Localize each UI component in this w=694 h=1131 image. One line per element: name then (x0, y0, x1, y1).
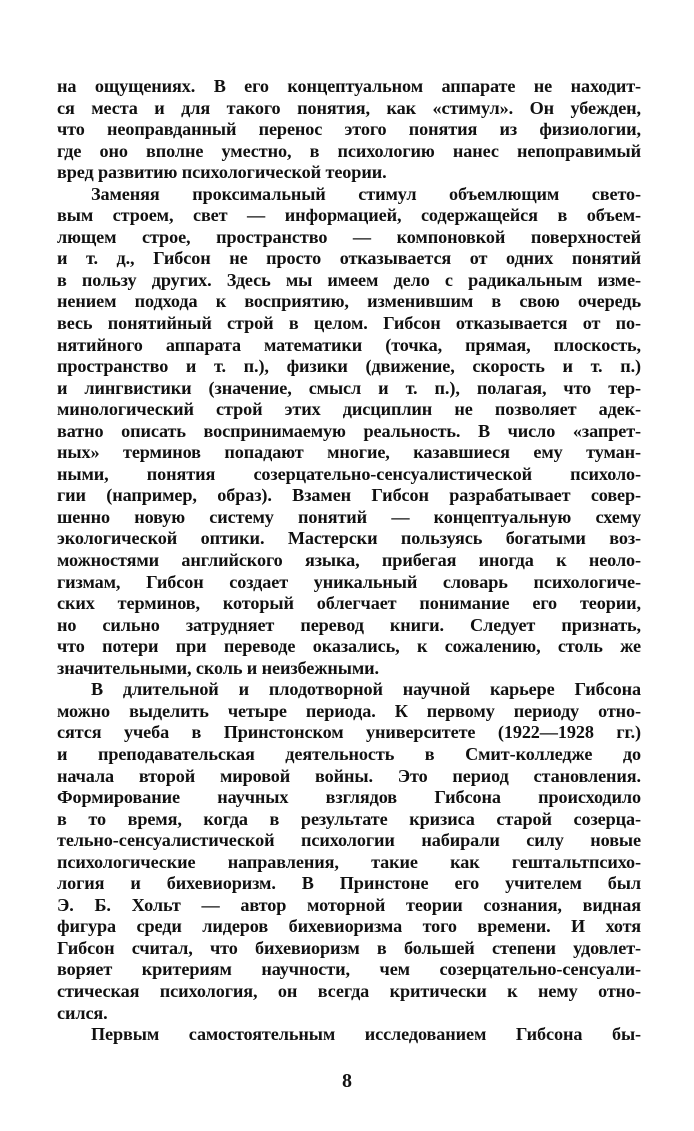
text-line: на ощущениях. В его концептуальном аппарате не находит- (57, 76, 641, 96)
page-body (57, 76, 641, 1046)
paragraph (57, 184, 641, 680)
text-line: сился. (57, 1002, 108, 1023)
paragraph (57, 679, 641, 1024)
text-line: можностями английского языка, прибегая иногда к неоло- (57, 550, 641, 571)
text-line: и т. д., Гибсон не просто отказывается от одних понятий (57, 248, 641, 269)
text-line: ся места и для такого понятия, как «стимул». Он убежден, (57, 97, 641, 118)
text-line: ными, понятия созерцательно-сенсуалистической психоло- (57, 463, 641, 484)
text-line: гии (например, образ). Взамен Гибсон разрабатывает совер- (57, 485, 641, 506)
text-line: ных» терминов попадают многие, казавшиеся ему туман- (57, 442, 641, 463)
text-line: что потери при переводе оказались, к сожалению, столь же (57, 636, 641, 657)
text-line: воряет критериям научности, чем созерцательно-сенсуали- (57, 959, 641, 980)
text-line: вым строем, свет — информацией, содержащейся в объем- (57, 205, 641, 226)
text-line: ских терминов, который облегчает понимание его теории, (57, 593, 641, 614)
text-line: Гибсон считал, что бихевиоризм в большей степени удовлет- (57, 937, 641, 958)
text-line: стическая психология, он всегда критически к нему отно- (57, 980, 641, 1001)
text-line: что неоправданный перенос этого понятия из физиологии, (57, 119, 641, 140)
text-line: шенно новую систему понятий — концептуальную схему (57, 506, 641, 527)
text-line: весь понятийный строй в целом. Гибсон отказывается от по- (57, 313, 641, 334)
text-line: В длительной и плодотворной научной карьере Гибсона (91, 679, 641, 700)
page-number: 8 (342, 1070, 352, 1092)
text-line: значительными, сколь и неизбежными. (57, 657, 379, 678)
text-line: психологические направления, такие как гештальтпсихо- (57, 851, 641, 872)
text-line: сятся учеба в Принстонском университете (1922—1928 гг.) (57, 722, 641, 743)
text-line: начала второй мировой войны. Это период становления. (57, 765, 641, 786)
text-line: и преподавательская деятельность в Смит-колледже до (57, 743, 641, 764)
text-line: Первым самостоятельным исследованием Гибсона бы- (91, 1024, 641, 1045)
text-line: нятийного аппарата математики (точка, прямая, плоскость, (57, 334, 641, 355)
text-line: тельно-сенсуалистической психологии набирали силу новые (57, 830, 641, 851)
text-line: можно выделить четыре периода. К первому периоду отно- (57, 700, 641, 721)
text-line: нением подхода к восприятию, изменившим в свою очередь (57, 291, 641, 312)
text-line: логия и бихевиоризм. В Принстоне его учителем был (57, 873, 641, 894)
text-line: гизмам, Гибсон создает уникальный словарь психологиче- (57, 571, 641, 592)
text-line: экологической оптики. Мастерски пользуясь богатыми воз- (57, 528, 641, 549)
text-line: но сильно затрудняет перевод книги. Следует признать, (57, 614, 641, 635)
text-line: Заменяя проксимальный стимул объемлющим свето- (91, 183, 641, 204)
text-line: вред развитию психологической теории. (57, 162, 387, 183)
paragraph (57, 76, 641, 184)
paragraph (57, 1024, 641, 1046)
text-line: и лингвистики (значение, смысл и т. п.), полагая, что тер- (57, 377, 641, 398)
text-line: ватно описать воспринимаемую реальность. В число «запрет- (57, 420, 641, 441)
text-line: в то время, когда в результате кризиса старой созерца- (57, 808, 641, 829)
text-line: Э. Б. Хольт — автор моторной теории сознания, видная (57, 894, 641, 915)
text-line: в пользу других. Здесь мы имеем дело с радикальным изме- (57, 269, 641, 290)
text-line: фигура среди лидеров бихевиоризма того времени. И хотя (57, 916, 641, 937)
text-line: Формирование научных взглядов Гибсона происходило (57, 787, 641, 808)
text-line: лющем строе, пространство — компоновкой поверхностей (57, 226, 641, 247)
text-line: где оно вполне уместно, в психологию нанес непоправимый (57, 140, 641, 161)
text-line: пространство и т. п.), физики (движение, скорость и т. п.) (57, 356, 641, 377)
text-line: минологический строй этих дисциплин не позволяет адек- (57, 399, 641, 420)
